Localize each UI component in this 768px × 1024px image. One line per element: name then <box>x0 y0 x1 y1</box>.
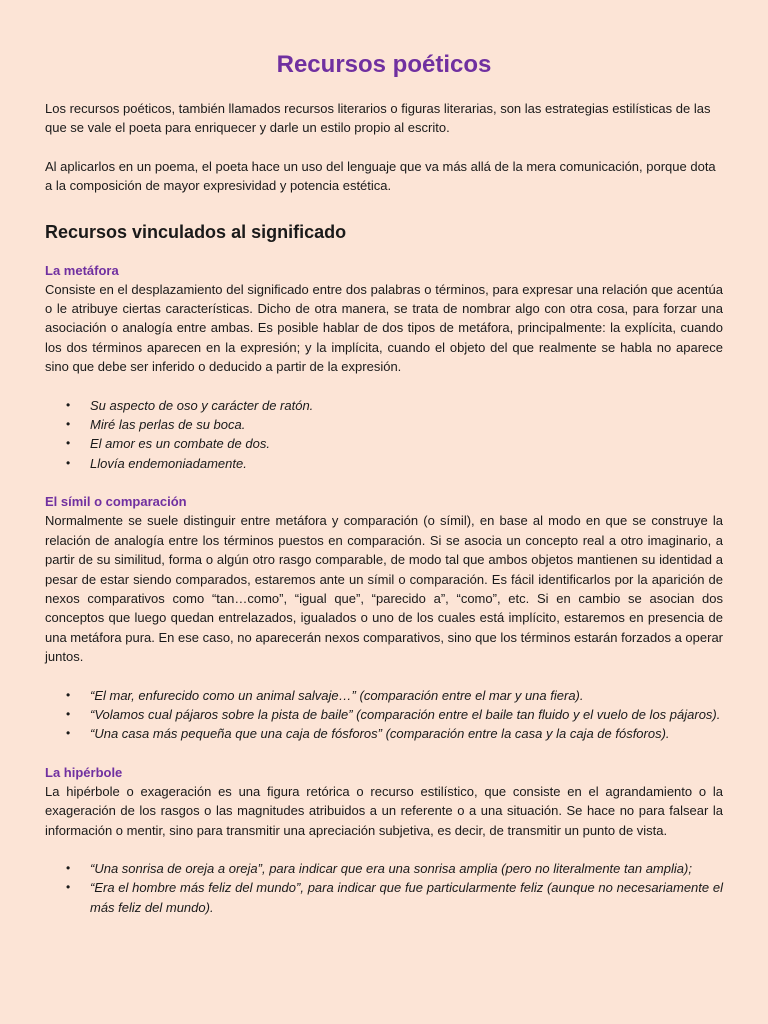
bullet-icon: • <box>66 417 71 432</box>
list-item: • Su aspecto de oso y carácter de ratón. <box>45 396 723 415</box>
bullet-icon: • <box>66 455 71 470</box>
bullet-icon: • <box>66 397 71 412</box>
subsection-heading-simil: El símil o comparación <box>45 494 187 510</box>
bullet-icon: • <box>66 726 71 741</box>
bullet-icon: • <box>66 706 71 721</box>
bullet-icon: • <box>66 880 71 895</box>
examples-list-metafora <box>45 396 723 474</box>
subsection-body-hiperbole: La hipérbole o exageración es una figura retórica o recurso estilístico, que consiste en el agrandamiento o la exageración de los rasgos o las magnitudes atribuidos a un referente o a una situación. Se hace no para falsear la información o mentir, sino para transmitir una apreciación subjetiva, es decir, de transmitir un punto de vista. <box>45 783 723 838</box>
subsection-heading-hiperbole: La hipérbole <box>45 764 123 780</box>
list-item: • Llovía endemoniadamente. <box>45 454 723 473</box>
page-title: Recursos poéticos <box>276 51 492 78</box>
list-item: • “El mar, enfurecido como un animal salvaje…” (comparación entre el mar y una fiera). <box>45 686 723 705</box>
bullet-icon: • <box>66 436 71 451</box>
subsection-heading-metafora: La metáfora <box>45 262 119 278</box>
list-item: • Miré las perlas de su boca. <box>45 415 723 434</box>
examples-list-simil <box>45 686 723 744</box>
intro-paragraph-2: Al aplicarlos en un poema, el poeta hace un uso del lenguaje que va más allá de la mera comunicación, porque dota a la composición de mayor expresividad y potencia estética. <box>45 158 716 194</box>
list-item: • “Una sonrisa de oreja a oreja”, para indicar que era una sonrisa amplia (pero no literalmente tan amplia); <box>45 859 723 878</box>
intro-paragraph-1: Los recursos poéticos, también llamados recursos literarios o figuras literarias, son las estrategias estilísticas de las que se vale el poeta para enriquecer y darle un estilo propio al escrito. <box>45 101 711 136</box>
list-item: • El amor es un combate de dos. <box>45 434 723 453</box>
list-item: • “Una casa más pequeña que una caja de fósforos” (comparación entre la casa y la caja de fósforos). <box>45 724 723 743</box>
list-item: • “Volamos cual pájaros sobre la pista de baile” (comparación entre el baile tan fluido y el vuelo de los pájaros). <box>45 705 723 724</box>
list-item: • “Era el hombre más feliz del mundo”, para indicar que fue particularmente feliz (aunque no necesariamente el más feliz del mundo). <box>66 880 723 915</box>
bullet-icon: • <box>66 687 71 702</box>
bullet-icon: • <box>66 860 71 875</box>
examples-list-hiperbole <box>45 859 723 917</box>
subsection-body-metafora: Consiste en el desplazamiento del significado entre dos palabras o términos, para expresar una relación que acentúa o le atribuye ciertas características. Dicho de otra manera, se trata de nombrar algo con otra cosa, para forzar una asociación o analogía entre ambas. Es posible hablar de dos tipos de metáfora, principalmente: la explícita, cuando los dos términos aparecen en la expresión; y la implícita, cuando el objeto del que realmente se habla no aparece sino que debe ser inferido o deducido a partir de la expresión. <box>45 281 723 375</box>
subsection-body-simil: Normalmente se suele distinguir entre metáfora y comparación (o símil), en base al modo en que se construye la relación de analogía entre los términos puestos en comparación. Si se asocia un concepto real a otro imaginario, a partir de su similitud, forma o algún otro rasgo comparable, de modo tal que ambos objetos mantienen su identidad a pesar de estar siendo comparados, estaremos ante un símil o comparación. Es fácil identificarlos por la aparición de nexos comparativos como “tan…como”, “igual que”, “parecido a”, “como”, etc. Si en cambio se asocian dos conceptos que luego quedan entrelazados, igualados o uno de los cuales está implícito, estaremos en presencia de una metáfora pura. En ese caso, no aparecerán nexos comparativos, sino que los términos estarán forzados a operar juntos. <box>45 513 723 665</box>
section-heading: Recursos vinculados al significado <box>45 221 347 242</box>
